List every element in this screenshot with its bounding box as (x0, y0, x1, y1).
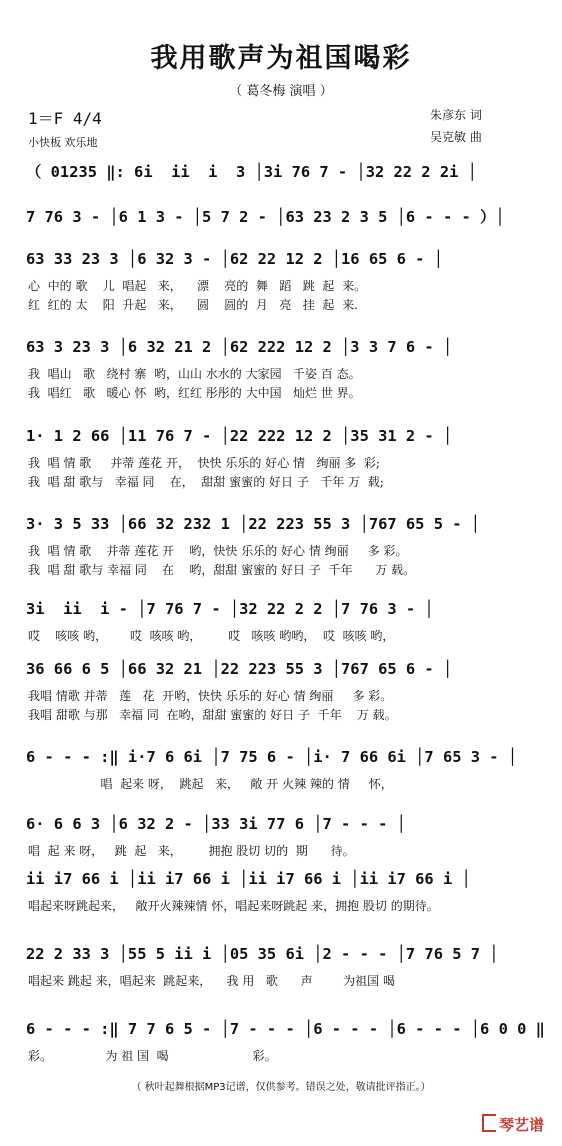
lyric-line: 我 唱山 歌 绕村 寨 哟，山山 水水的 大家园 千姿 百 态。 (28, 367, 361, 381)
score-line-notes: 6· 6 6 3 │6 32 2 - │33 3i 77 6 │7 - - - │ (26, 815, 406, 833)
lyric-line: 我 唱红 歌 暖心 怀 哟，红红 彤彤的 大中国 灿烂 世 界。 (28, 386, 361, 400)
logo-mark-icon (482, 1114, 496, 1132)
lyric-line: 我唱 情歌 并蒂 莲 花 开哟，快快 乐乐的 好心 情 绚丽 多 彩。 (28, 689, 393, 703)
lyricist-credit: 朱彦东 词 (430, 108, 482, 122)
score-line-notes: 36 66 6 5 │66 32 21 │22 223 55 3 │767 65 6 - │ (26, 660, 453, 678)
transcription-note: （ 秋叶起舞根据MP3记谱，仅供参考。错误之处，敬请批评指正。） (131, 1082, 431, 1093)
lyric-line: 哎 咳咳 哟， 哎 咳咳 哟， 哎 咳咳 哟哟， 哎 咳咳 哟， (28, 629, 395, 643)
song-title: 我用歌声为祖国喝彩 (150, 43, 412, 74)
lyric-line: 我 唱 甜 歌与 幸福 同 在， 甜甜 蜜蜜的 好日 子 千年 万 载; (28, 475, 384, 489)
score-line-notes: 3· 3 5 33 │66 32 232 1 │22 223 55 3 │767 65 5 - │ (26, 515, 481, 533)
lyric-line: 唱 起来 呀， 跳起 来， 敞 开 火辣 辣的 情 怀， (28, 777, 393, 791)
lyric-line: 我 唱 情 歌 并蒂 莲花 开， 快快 乐乐的 好心 情 绚丽 多 彩; (28, 456, 380, 470)
lyric-line: 唱 起 来 呀， 跳 起 来， 拥抱 股切 切的 期 待。 (28, 844, 355, 858)
lyric-line: 唱起来 跳起 来，唱起来 跳起来， 我 用 歌 声 为祖国 喝 (28, 974, 395, 988)
key-signature: 1＝F 4/4 (28, 109, 102, 128)
site-logo (482, 1114, 544, 1135)
logo-text: 琴艺谱 (499, 1116, 545, 1134)
lyric-line: 唱起来呀跳起来， 敞开火辣辣情 怀，唱起来呀跳起 来，拥抱 股切 的期待。 (28, 899, 439, 913)
score-line-notes: 6 - - - :‖ i·7 6 6i │7 75 6 - │i· 7 66 6i │7 65 3 - │ (26, 748, 518, 766)
score-line-notes: 63 3 23 3 │6 32 21 2 │62 222 12 2 │3 3 7 6 - │ (26, 338, 453, 356)
lyric-line: 彩。 为 祖 国 喝 彩。 (28, 1049, 277, 1063)
score-line-notes: 22 2 33 3 │55 5 ii i │05 35 6i │2 - - - │7 76 5 7 │ (26, 945, 499, 963)
score-line-notes: ii i7 66 i │ii i7 66 i │ii i7 66 i │ii i7 66 i │ (26, 870, 471, 888)
score-line-notes: 63 33 23 3 │6 32 3 - │62 22 12 2 │16 65 6 - │ (26, 250, 443, 268)
lyric-line: 我 唱 甜 歌与 幸福 同 在 哟，甜甜 蜜蜜的 好日 子 千年 万 载。 (28, 563, 416, 577)
lyric-line: 心 中的 歌 儿 唱起 来， 漂 亮的 舞 蹈 跳 起 来。 (28, 279, 367, 293)
score-line-notes: 7 76 3 - │6 1 3 - │5 7 2 - │63 23 2 3 5 │6 - - - ）│ (26, 208, 505, 226)
score-line-notes: 1· 1 2 66 │11 76 7 - │22 222 12 2 │35 31 2 - │ (26, 427, 453, 445)
score-line-notes: 3i ii i - │7 76 7 - │32 22 2 2 │7 76 3 - │ (26, 600, 434, 618)
tempo-marking: 小快板 欢乐地 (28, 136, 98, 149)
composer-credit: 吴克敏 曲 (430, 130, 482, 144)
score-line-notes: （ 01235 ‖: 6i ii i 3 │3i 76 7 - │32 22 2 2i │ (26, 163, 477, 181)
lyric-line: 我 唱 情 歌 并蒂 莲花 开 哟，快快 乐乐的 好心 情 绚丽 多 彩。 (28, 544, 408, 558)
lyric-line: 红 红的 太 阳 升起 来， 圆 圆的 月 亮 挂 起 来. (28, 298, 358, 312)
score-line-notes: 6 - - - :‖ 7 7 6 5 - │7 - - - │6 - - - │6 - - - │6 0 0 ‖ (26, 1020, 545, 1038)
performer-line: （ 葛冬梅 演唱 ） (229, 84, 333, 99)
lyric-line: 我唱 甜歌 与那 幸福 同 在哟，甜甜 蜜蜜的 好日 子 千年 万 载。 (28, 708, 397, 722)
